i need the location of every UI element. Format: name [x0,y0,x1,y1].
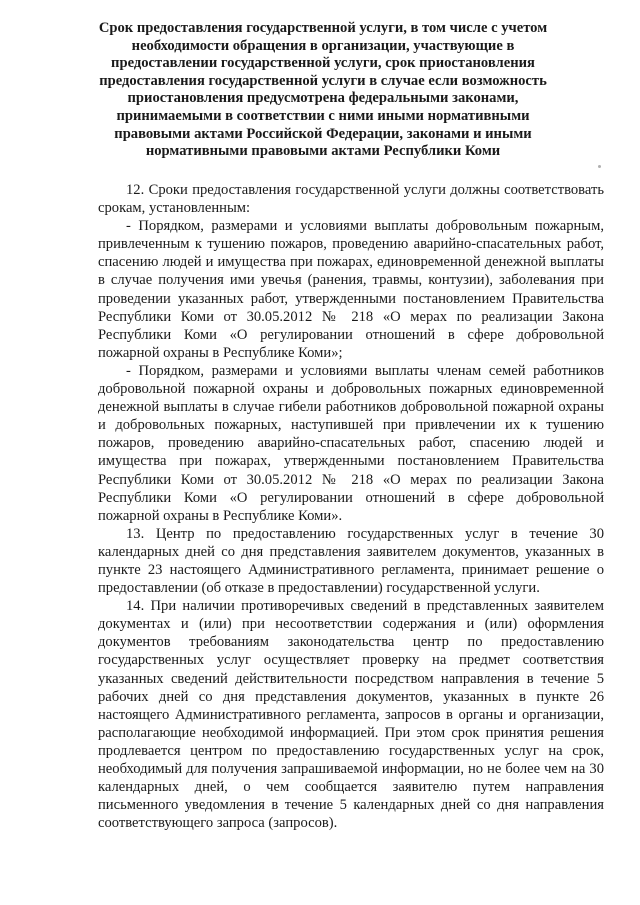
paragraph-14: 14. При наличии противоречивых сведений в представленных заявителем документах и (или) при несоответствии содержания и (или) оформления документов требованиям законодательства центр по предоставлению государственных услуг осуществляет проверку на предмет соответствия указанных сведений действительности посредством направления в течение 5 рабочих дней со дня представления документов, указанных в пункте 26 настоящего Административного регламента, запросов в органы и организации, располагающие необходимой информацией. При этом срок принятия решения продлевается центром по предоставлению государственных услуг на срок, необходимый для получения запрашиваемой информации, но не более чем на 30 календарных дней, о чем сообщается заявителю путем направления письменного уведомления в течение 5 календарных дней со дня направления соответствующего запроса (запросов). [98,598,604,832]
paragraph-12-item-1: - Порядком, размерами и условиями выплаты добровольным пожарным, привлеченным к тушению пожаров, проведению аварийно-спасательных работ, спасению людей и имущества при пожарах, единовременной денежной выплаты в случае получения ими увечья (ранения, травмы, контузии), заболевания при проведении указанных работ, утвержденными постановлением Правительства Республики Коми от 30.05.2012 № 218 «О мерах по реализации Закона Республики Коми «О регулировании отношений в сфере добровольной пожарной охраны в Республике Коми»; [98,218,604,361]
scan-speck [598,165,601,168]
section-heading: Срок предоставления государственной услуги, в том числе с учетом необходимости обращения в организации, участвующие в предоставлении государственной услуги, срок приостановления предоставления государственной услуги в случае если возможность приостановления предусмотрена федеральными законами, принимаемыми в соответствии с ними иными нормативными правовыми актами Российской Федерации, законами и иными нормативными правовыми актами Республики Коми [98,20,548,160]
document-body [98,181,604,832]
paragraph-12-item-2: - Порядком, размерами и условиями выплаты членам семей работников добровольной пожарной охраны и добровольных пожарных единовременной денежной выплаты в случае гибели работников добровольной пожарной охраны и добровольных пожарных, наступившей при привлечении их к тушению пожаров, проведению аварийно-спасательных работ, спасению людей и имущества при пожарах, утвержденными постановлением Правительства Республики Коми от 30.05.2012 № 218 «О мерах по реализации Закона Республики Коми «О регулировании отношений в сфере добровольной пожарной охраны в Республике Коми». [98,362,604,524]
paragraph-12: 12. Сроки предоставления государственной услуги должны соответствовать срокам, установленным: [98,182,604,217]
paragraph-13: 13. Центр по предоставлению государственных услуг в течение 30 календарных дней со дня представления заявителем документов, указанных в пункте 23 настоящего Административного регламента, принимает решение о предоставлении (об отказе в предоставлении) государственной услуги. [98,525,604,597]
